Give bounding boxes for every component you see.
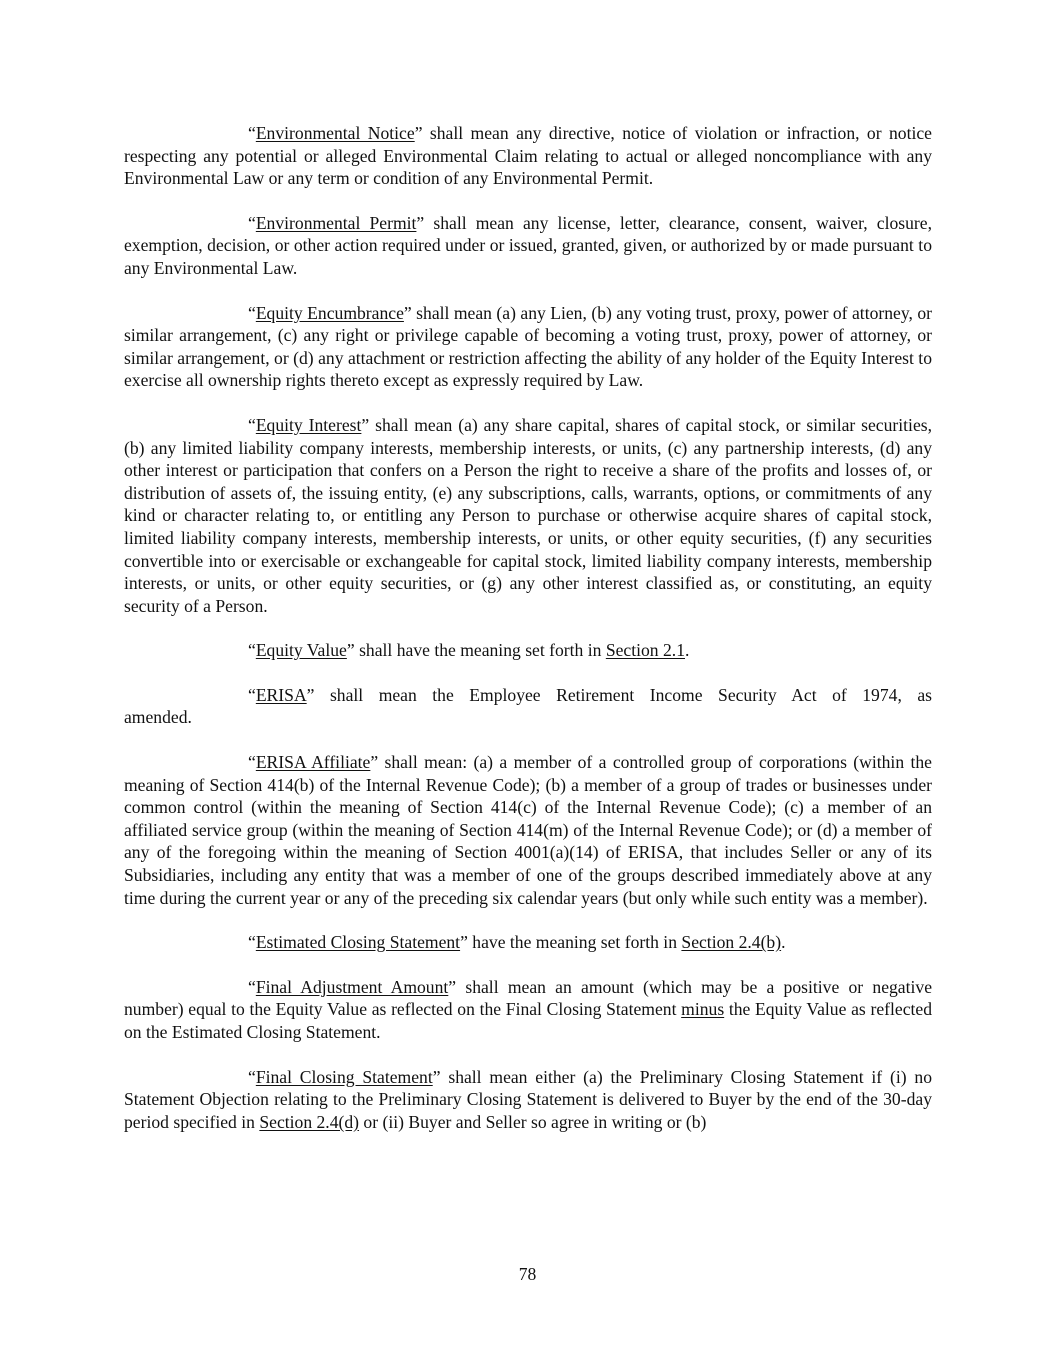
definition-estimated-closing-statement [124,931,932,954]
definition-text: ” shall have the meaning set forth in [346,640,606,661]
open-quote: “ [248,302,256,323]
open-quote: “ [248,1066,256,1087]
open-quote: “ [248,752,256,773]
definition-text: ” shall mean an amount (which may be a positive or negative number) equal to the Equity Value as reflected on the Final Closing Statement [124,976,932,1020]
definition-equity-encumbrance [124,302,932,392]
section-reference: Section 2.4(d) [259,1111,360,1132]
page-number: 78 [518,1264,537,1284]
definition-text: ” shall mean either (a) the Preliminary Closing Statement if (i) no Statement Objection relating to the Preliminary Closing Statement is delivered to Buyer by the end of the 30-day period specified in [124,1066,932,1132]
defined-term: Final Closing Statement [255,1066,433,1087]
definition-tail: or (ii) Buyer and Seller so agree in writing or (b) [359,1111,707,1132]
definition-tail: . [781,932,786,953]
definition-text: ” shall mean (a) any Lien, (b) any voting trust, proxy, power of attorney, or similar arrangement, (c) any right or privilege capable of becoming a voting trust, proxy, power of attorney, or similar arrangement, or (d) any attachment or restriction affecting the ability of any holder of the Equity Interest to exercise all ownership rights thereto except as expressly required by Law. [124,302,933,391]
definition-equity-interest [124,414,932,617]
defined-term: Equity Interest [255,414,362,435]
definition-final-adjustment-amount [124,976,932,1044]
open-quote: “ [248,212,256,233]
definition-tail: . [685,640,690,661]
emphasized-word: minus [681,999,725,1020]
erisa-first-line [124,684,932,707]
definition-text: ” shall mean the Employee Retirement Income Security Act of 1974, as [306,684,932,705]
definition-erisa [124,684,932,729]
defined-term: Environmental Permit [255,212,417,233]
document-page [124,122,932,1155]
section-reference: Section 2.1 [605,640,685,661]
definition-environmental-permit [124,212,932,280]
open-quote: “ [248,414,256,435]
definition-erisa-affiliate [124,751,932,909]
open-quote: “ [248,123,256,143]
definition-text: ” have the meaning set forth in [460,932,682,953]
definition-text: ” shall mean: (a) a member of a controlled group of corporations (within the meaning of Section 414(b) of the Internal Revenue Code); (b) a member of a group of trades or businesses under common control (within the meaning of Section 414(c) of the Internal Revenue Code); (c) a member of an affiliated service group (within the meaning of Section 414(m) of the Internal Revenue Code); or (d) a member of any of the foregoing within the meaning of Section 4001(a)(14) of ERISA, that includes Seller or any of its Subsidiaries, including any entity that was a member of one of the groups described immediately above at any time during the current year or any of the preceding six calendar years (but only while such entity was a member). [124,752,932,908]
definition-final-closing-statement [124,1066,932,1134]
definition-equity-value [124,639,932,662]
open-quote: “ [248,976,256,997]
section-reference: Section 2.4(b) [681,932,782,953]
definition-environmental-notice [124,122,932,190]
open-quote: “ [248,684,256,705]
definition-text: ” shall mean (a) any share capital, shares of capital stock, or similar securities, (b) any limited liability company interests, membership interests, or units, (c) any partnership interests, (d) any other interest or participation that confers on a Person the right to receive a share of the profits and losses of, or distribution of assets of, the issuing entity, (e) any subscriptions, calls, warrants, options, or commitments of any kind or character relating to, or entitling any Person to purchase or otherwise acquire shares of capital stock, limited liability company interests, membership interests, or units, or other equity securities, (f) any securities convertible into or exercisable or exchangeable for capital stock, limited liability company interests, membership interests, or units, or other equity securities, or (g) any other interest classified as, or constituting, an equity security of a Person. [124,414,932,616]
definition-text: ” shall mean any directive, notice of violation or infraction, or notice respecting any potential or alleged Environmental Claim relating to actual or alleged noncompliance with any Environmental Law or any term or condition of any Environmental Permit. [124,123,932,189]
open-quote: “ [248,932,256,953]
defined-term: ERISA [255,684,307,705]
defined-term: Equity Encumbrance [255,302,404,323]
defined-term: Final Adjustment Amount [255,976,449,997]
open-quote: “ [248,640,256,661]
defined-term: ERISA Affiliate [255,752,371,773]
defined-term: Environmental Notice [255,123,415,143]
definition-text-continued: amended. [124,707,192,728]
definition-text: ” shall mean any license, letter, clearance, consent, waiver, closure, exemption, decision, or other action required under or issued, granted, given, or authorized by or made pursuant to any Environmental Law. [124,212,932,278]
defined-term: Equity Value [255,640,347,661]
definition-tail: the Equity Value as reflected on the Estimated Closing Statement. [124,999,932,1042]
defined-term: Estimated Closing Statement [255,932,461,953]
